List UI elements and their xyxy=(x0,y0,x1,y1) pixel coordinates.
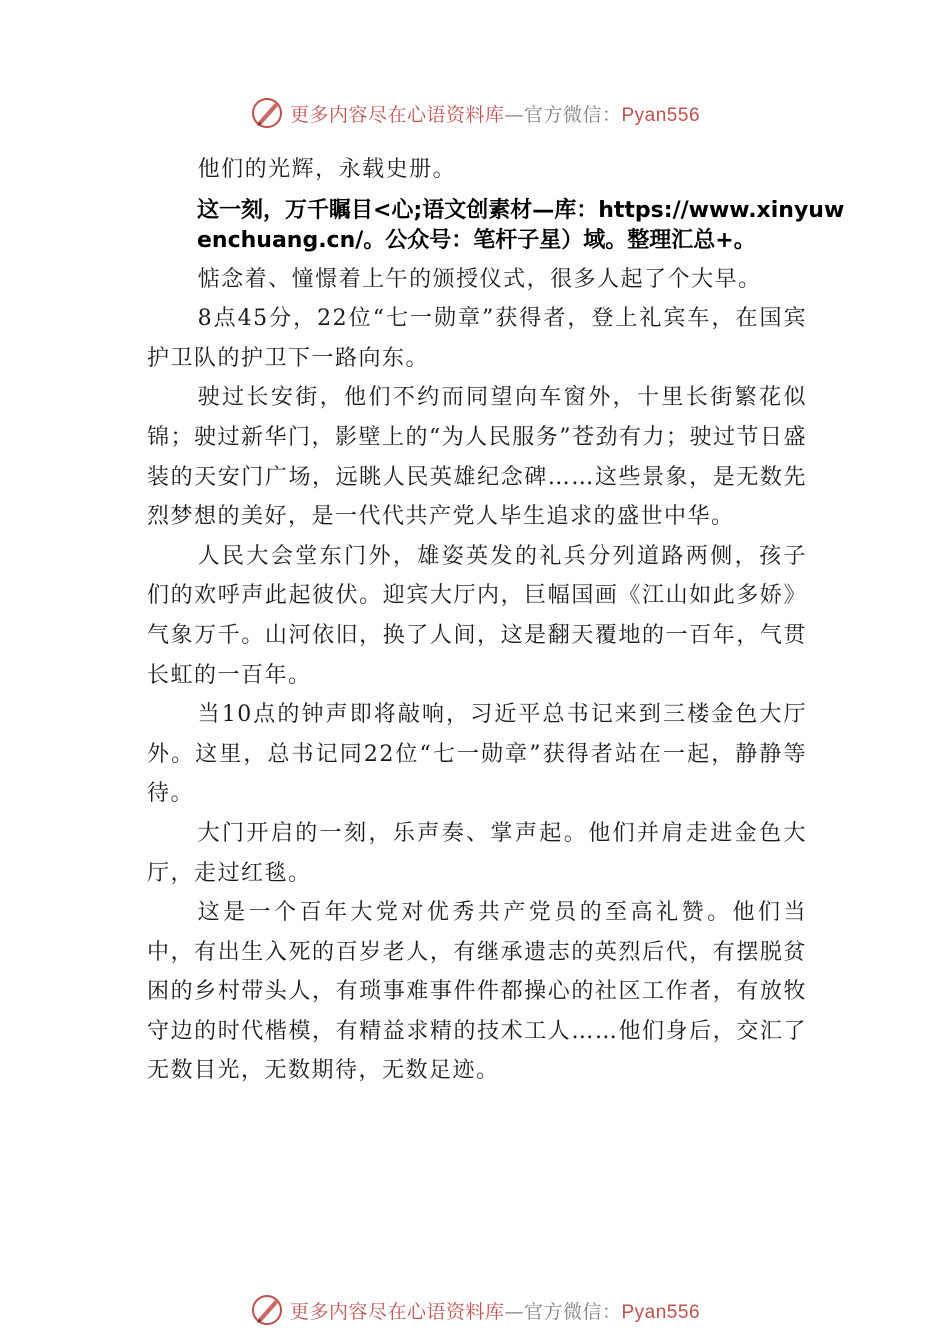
pen-logo-icon xyxy=(250,95,286,131)
footer-banner-part1: 更多内容尽在心语资料库 xyxy=(289,1300,505,1323)
footer-banner-wechat-id: Pyan556 xyxy=(621,1301,701,1323)
footer-banner-part2: —官方微信： xyxy=(504,1300,622,1323)
header-banner-wechat-id: Pyan556 xyxy=(621,104,701,126)
header-banner-text xyxy=(290,100,700,127)
footer-banner-text xyxy=(290,1297,700,1324)
paragraph-3: 驶过长安街，他们不约而同望向车窗外，十里长街繁花似锦；驶过新华门，影壁上的“为人民服务”苍劲有力；驶过节日盛装的天安门广场，远眺人民英雄纪念碑……这些景象，是无数先烈梦想的美好，是一代代共产党人毕生追求的盛世中华。 xyxy=(147,385,807,530)
header-banner-part1: 更多内容尽在心语资料库 xyxy=(289,103,505,126)
header-banner xyxy=(0,93,950,133)
paragraph-5: 当10点的钟声即将敲响，习近平总书记来到三楼金色大厅外。这里，总书记同22位“七一勋章”获得者站在一起，静静等待。 xyxy=(147,702,807,807)
paragraph-6: 大门开启的一刻，乐声奏、掌声起。他们并肩走进金色大厅，走过红毯。 xyxy=(147,820,807,886)
paragraph-2: 8点45分，22位“七一勋章”获得者，登上礼宾车，在国宾护卫队的护卫下一路向东。 xyxy=(147,306,807,371)
watermark-notice: 这一刻，万千瞩目<心;语文创素材—库：https://www.xinyuwenchuang.cn/。公众号：笔杆子星）域。整理汇总+。 xyxy=(197,197,845,253)
paragraph-7: 这是一个百年大党对优秀共产党员的至高礼赞。他们当中，有出生入死的百岁老人，有继承遗志的英烈后代，有摆脱贫困的乡村带头人，有琐事难事件件都操心的社区工作者，有放牧守边的时代楷模，有精益求精的技术工人……他们身后，交汇了无数目光，无数期待，无数足迹。 xyxy=(147,900,807,1084)
pen-logo-icon xyxy=(250,1292,286,1328)
footer-banner xyxy=(0,1290,950,1330)
paragraph-0: 他们的光辉，永载史册。 xyxy=(197,157,457,182)
paragraph-4: 人民大会堂东门外，雄姿英发的礼兵分列道路两侧，孩子们的欢呼声此起彼伏。迎宾大厅内，巨幅国画《江山如此多娇》气象万千。山河依旧，换了人间，这是翻天覆地的一百年，气贯长虹的一百年。 xyxy=(147,543,807,688)
header-banner-part2: —官方微信： xyxy=(504,103,622,126)
document-body xyxy=(147,150,845,1091)
paragraph-1: 惦念着、憧憬着上午的颁授仪式，很多人起了个大早。 xyxy=(197,266,762,292)
